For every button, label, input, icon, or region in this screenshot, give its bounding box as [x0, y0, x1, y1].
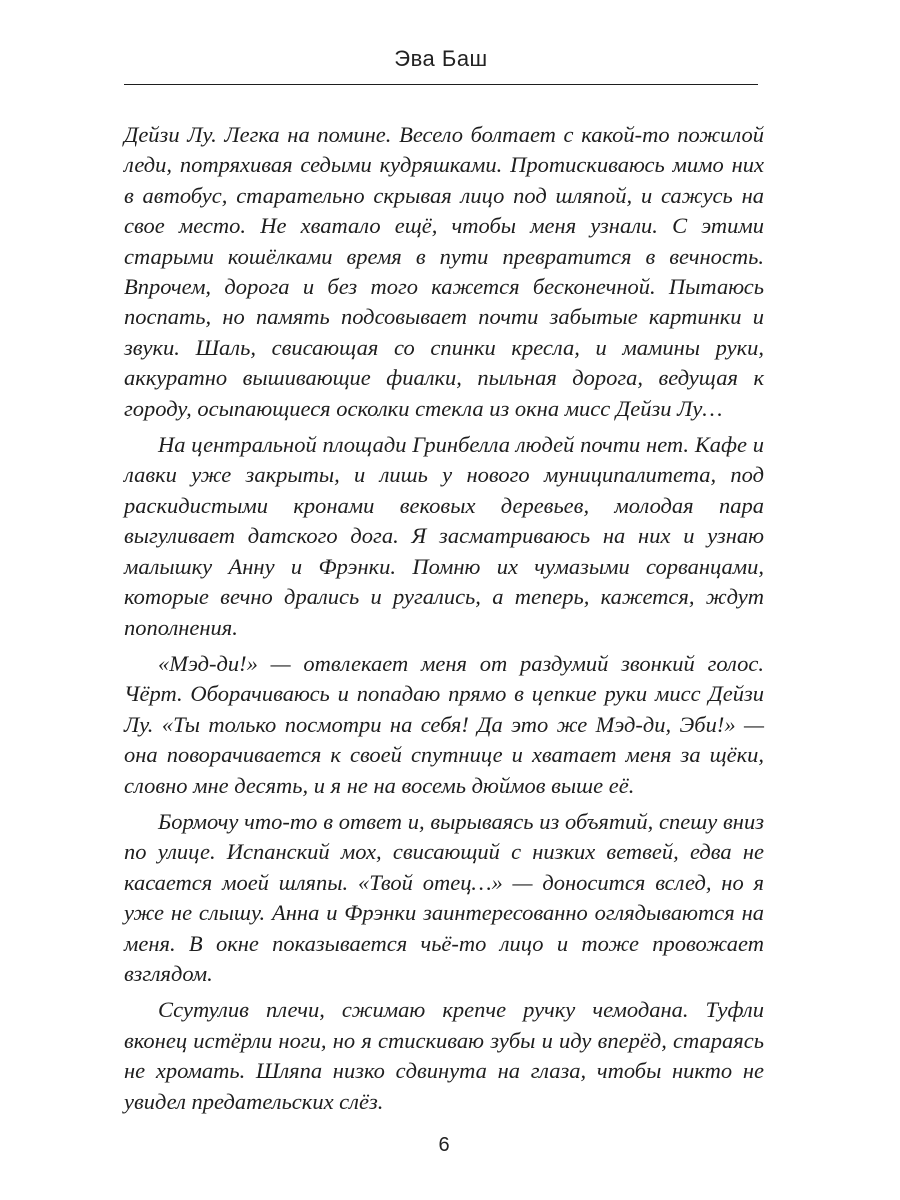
paragraph-1: Дейзи Лу. Легка на помине. Весело болтает с какой-то пожилой леди, потряхивая седыми кудряшками. Протискиваюсь мимо них в автобус, старательно скрывая лицо под шляпой, и сажусь на свое место. Не хватало ещё, чтобы меня узнали. С этими старыми кошёлками время в пути превратится в вечность. Впрочем, дорога и без того кажется бесконечной. Пытаюсь поспать, но память подсовывает почти забытые картинки и звуки. Шаль, свисающая со спинки кресла, и мамины руки, аккуратно вышивающие фиалки, пыльная дорога, ведущая к городу, осыпающиеся осколки стекла из окна мисс Дейзи Лу… — [124, 122, 764, 421]
paragraph-5: Ссутулив плечи, сжимаю крепче ручку чемодана. Туфли вконец истёрли ноги, но я стискиваю зубы и иду вперёд, стараясь не хромать. Шляпа низко сдвинута на глаза, чтобы никто не увидел предательских слёз. — [124, 997, 764, 1114]
paragraph-3: «Мэд-ди!» — отвлекает меня от раздумий звонкий голос. Чёрт. Оборачиваюсь и попадаю прямо в цепкие руки мисс Дейзи Лу. «Ты только посмотри на себя! Да это же Мэд-ди, Эби!» — она поворачивается к своей спутнице и хватает меня за щёки, словно мне десять, и я не на восемь дюймов выше её. — [124, 650, 764, 798]
paragraph-4: Бормочу что-то в ответ и, вырываясь из объятий, спешу вниз по улице. Испанский мох, свисающий с низких ветвей, едва не касается моей шляпы. «Твой отец…» — доносится вслед, но я уже не слышу. Анна и Фрэнки заинтересованно оглядываются на меня. В окне показывается чьё-то лицо и тоже провожает взглядом. — [124, 808, 764, 986]
page-number: 6 — [438, 1134, 450, 1156]
paragraph-2: На центральной площади Гринбелла людей почти нет. Кафе и лавки уже закрыты, и лишь у нового муниципалитета, под раскидистыми кронами вековых деревьев, молодая пара выгуливает датского дога. Я засматриваюсь на них и узнаю малышку Анну и Фрэнки. Помню их чумазыми сорванцами, которые вечно дрались и ругались, а теперь, кажется, ждут пополнения. — [124, 432, 764, 640]
running-head-author: Эва Баш — [394, 46, 488, 71]
header-rule — [124, 84, 758, 85]
body-text — [124, 120, 764, 1123]
